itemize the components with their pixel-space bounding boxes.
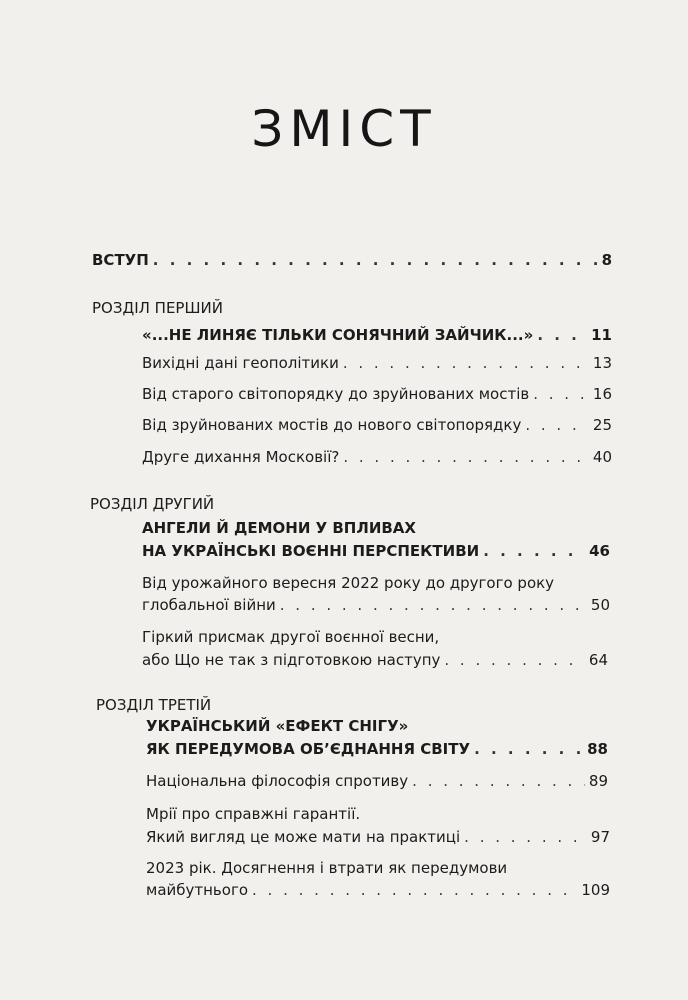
toc-entry-label: Національна філософія спротиву [146, 772, 409, 790]
toc-entry-page: 64 [588, 651, 608, 669]
section-heading-3: РОЗДІЛ ТРЕТІЙ [96, 696, 212, 714]
toc-entry-page: 109 [581, 881, 610, 899]
toc-entry-line1: Мрії про справжні гарантії. [146, 805, 361, 823]
toc-entry-page: 50 [590, 596, 610, 614]
toc-entry-page: 88 [587, 740, 608, 758]
toc-entry-label: або Що не так з підготовкою наступу [142, 651, 441, 669]
toc-entry-intro[interactable] [92, 250, 612, 270]
toc-entry-page: 13 [592, 354, 612, 372]
toc-entry[interactable] [142, 384, 612, 404]
toc-entry-section2-title-line1: АНГЕЛИ Й ДЕМОНИ У ВПЛИВАХ [142, 519, 416, 537]
toc-entry-label: Від старого світопорядку до зруйнованих мостів [142, 385, 530, 403]
toc-leader-dots [444, 650, 585, 670]
toc-entry[interactable] [142, 415, 612, 435]
toc-entry-label: Друге дихання Московії? [142, 448, 340, 466]
toc-leader-dots [464, 827, 587, 847]
toc-entry-section1-title[interactable] [142, 325, 612, 345]
toc-entry[interactable] [142, 595, 610, 615]
toc-entry-label: «...НЕ ЛИНЯЄ ТІЛЬКИ СОНЯЧНИЙ ЗАЙЧИК...» [142, 326, 534, 344]
toc-entry-label: Який вигляд це може мати на практиці [146, 828, 461, 846]
toc-entry-label: ЯК ПЕРЕДУМОВА ОБ’ЄДНАННЯ СВІТУ [146, 740, 471, 758]
section-heading-1: РОЗДІЛ ПЕРШИЙ [92, 299, 223, 317]
toc-entry[interactable] [142, 447, 612, 467]
page-title: ЗМІСТ [251, 100, 437, 158]
toc-entry-label: НА УКРАЇНСЬКІ ВОЄННІ ПЕРСПЕКТИВИ [142, 542, 480, 560]
toc-entry-section3-title[interactable] [146, 739, 608, 759]
toc-leader-dots [153, 250, 598, 270]
toc-entry-label: ВСТУП [92, 251, 149, 269]
toc-leader-dots [252, 880, 577, 900]
section-heading-2: РОЗДІЛ ДРУГИЙ [90, 495, 215, 513]
toc-leader-dots [533, 384, 589, 404]
toc-entry-page: 46 [589, 542, 610, 560]
toc-entry-section3-title-line1: УКРАЇНСЬКИЙ «ЕФЕКТ СНІГУ» [146, 717, 409, 735]
toc-leader-dots [525, 415, 589, 435]
toc-entry-section2-title[interactable] [142, 541, 610, 561]
toc-entry-page: 8 [601, 251, 612, 269]
toc-leader-dots [412, 771, 585, 791]
toc-entry[interactable] [146, 880, 610, 900]
toc-leader-dots [474, 739, 583, 759]
toc-leader-dots [483, 541, 585, 561]
toc-entry-page: 11 [591, 326, 612, 344]
toc-leader-dots [280, 595, 587, 615]
toc-leader-dots [537, 325, 587, 345]
toc-entry[interactable] [146, 771, 608, 791]
toc-entry-line1: Гіркий присмак другої воєнної весни, [142, 628, 440, 646]
toc-leader-dots [343, 353, 589, 373]
toc-entry-line1: 2023 рік. Досягнення і втрати як передумови [146, 859, 508, 877]
toc-entry-label: майбутнього [146, 881, 249, 899]
toc-entry-page: 25 [592, 416, 612, 434]
toc-leader-dots [343, 447, 589, 467]
toc-entry-page: 97 [590, 828, 610, 846]
toc-entry-page: 16 [592, 385, 612, 403]
toc-entry[interactable] [146, 827, 610, 847]
toc-entry-label: глобальної війни [142, 596, 276, 614]
toc-entry[interactable] [142, 353, 612, 373]
toc-entry[interactable] [142, 650, 608, 670]
toc-entry-label: Від зруйнованих мостів до нового світопорядку [142, 416, 522, 434]
toc-entry-label: Вихідні дані геополітики [142, 354, 339, 372]
toc-entry-page: 89 [588, 772, 608, 790]
toc-entry-line1: Від урожайного вересня 2022 року до другого року [142, 574, 555, 592]
toc-entry-page: 40 [592, 448, 612, 466]
